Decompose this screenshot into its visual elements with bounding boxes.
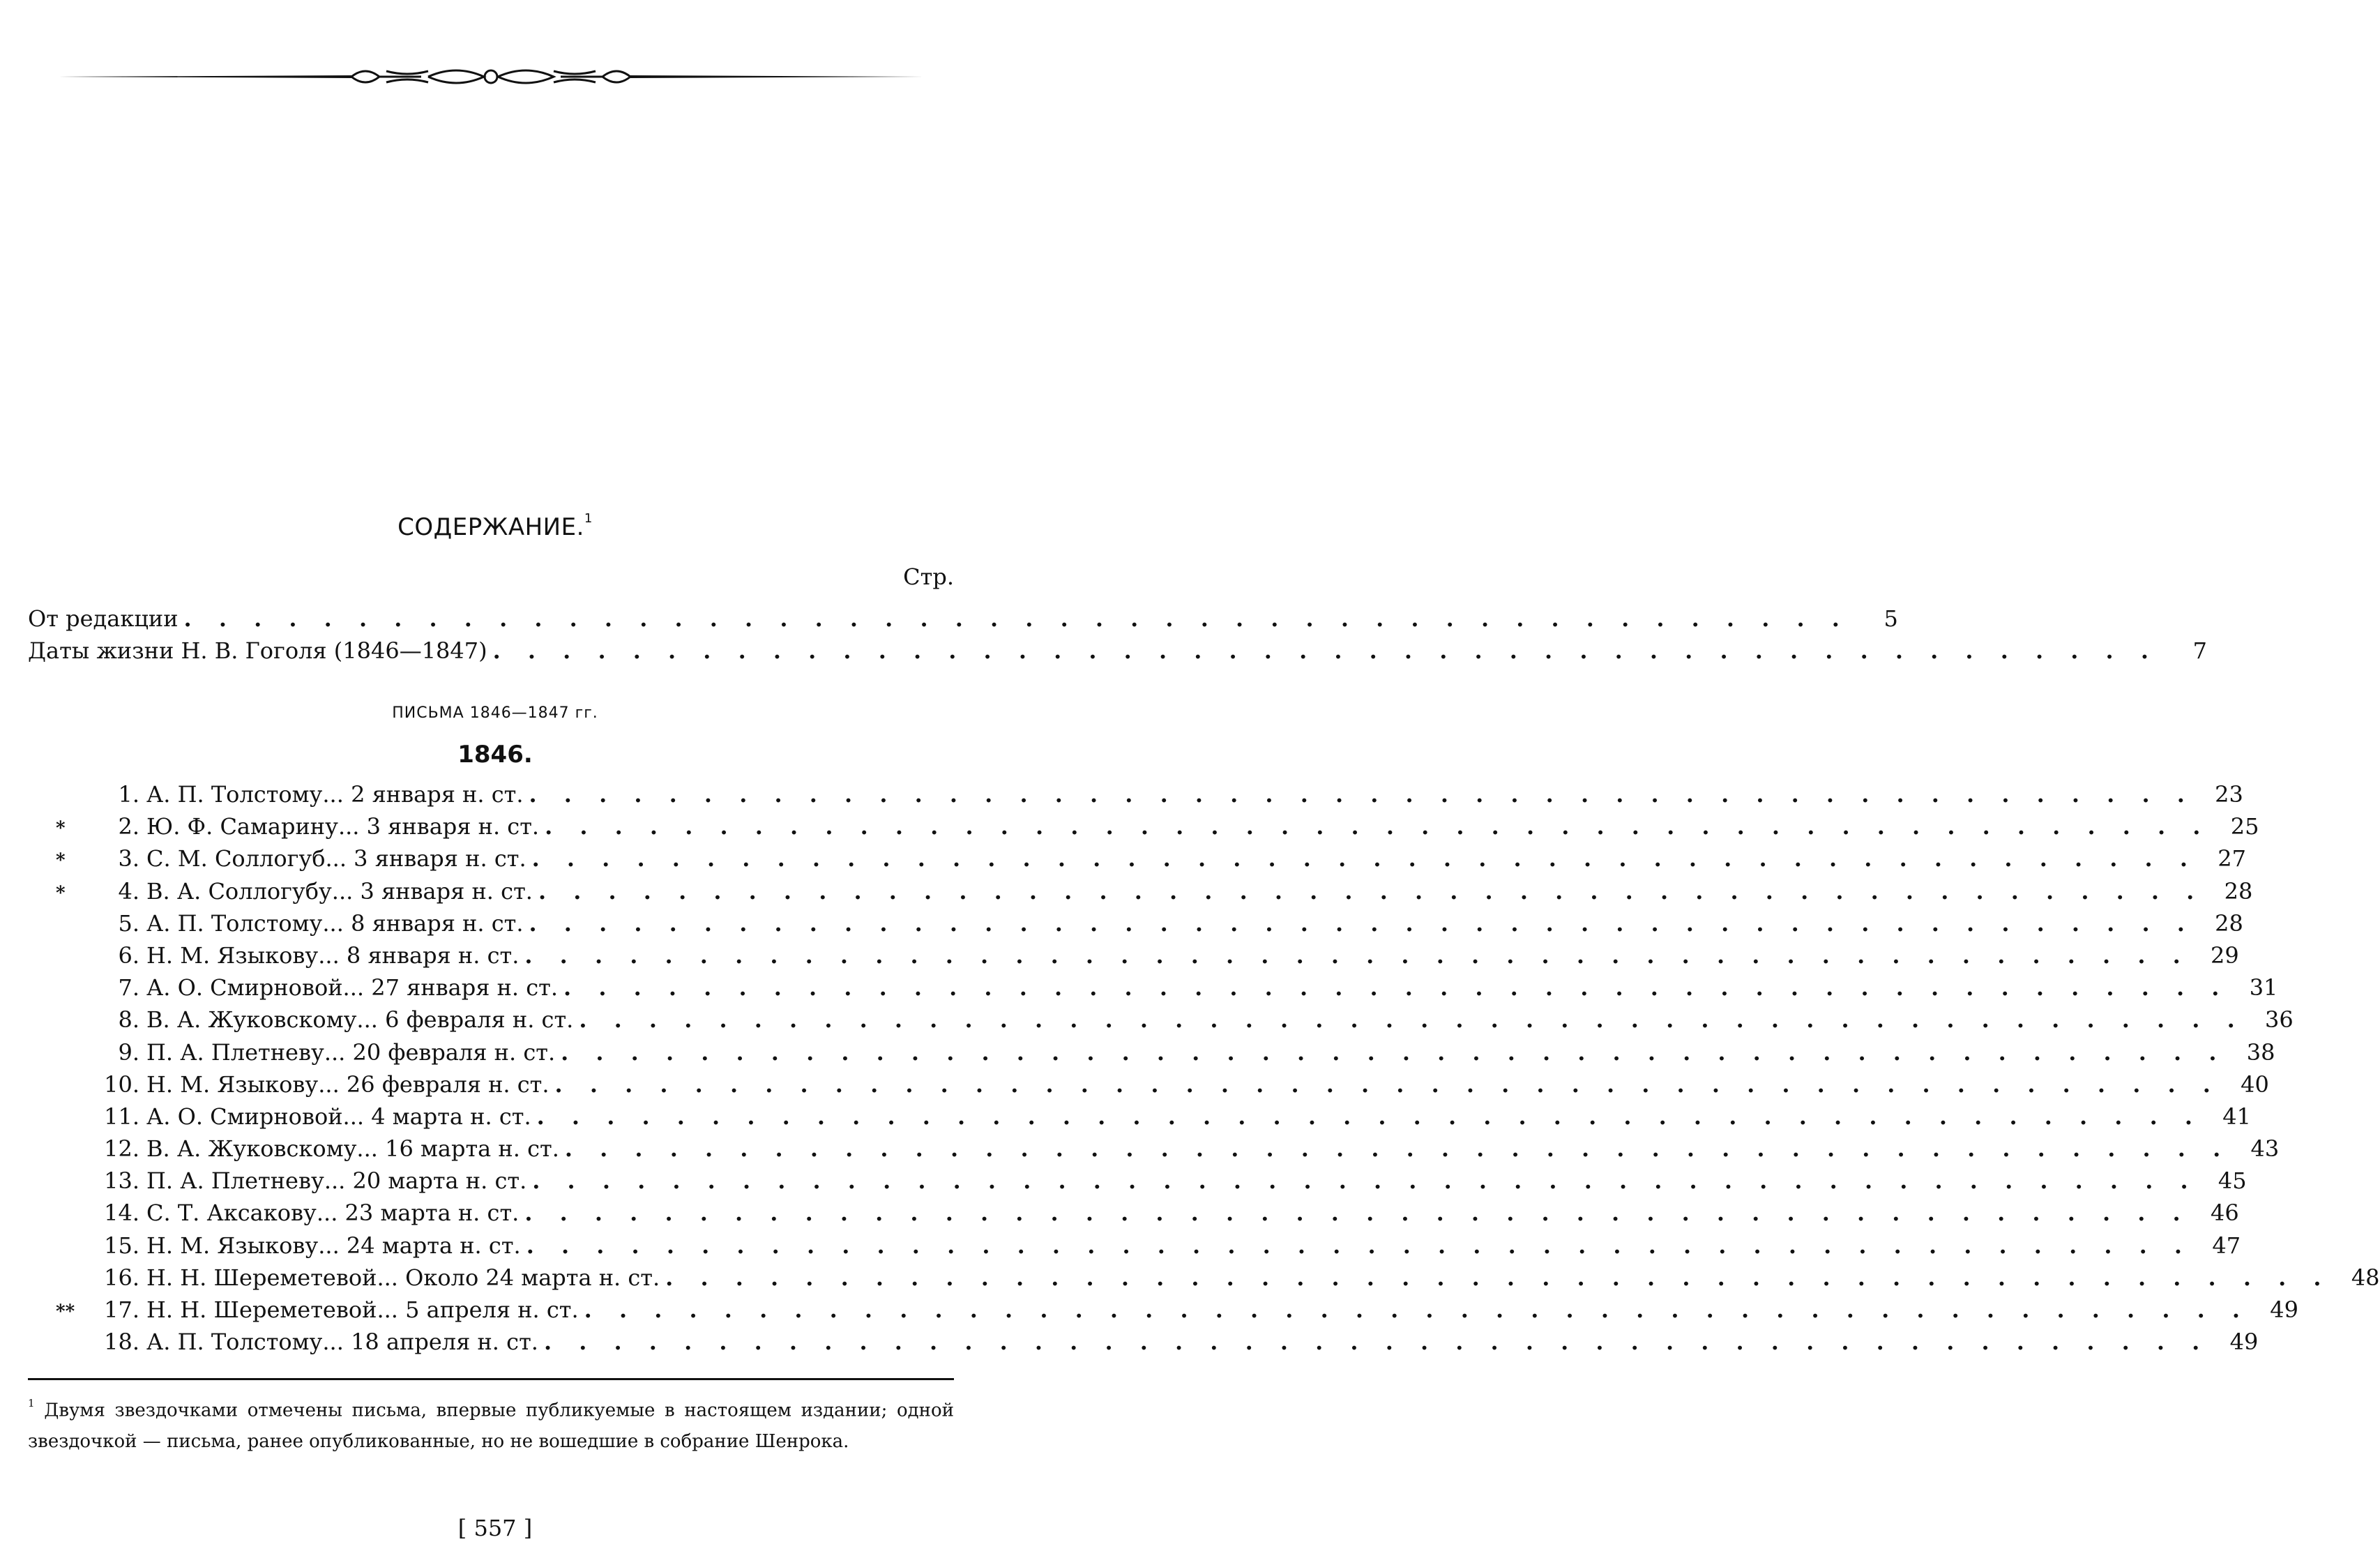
entry-text: С. М. Соллогуб... 3 января н. ст. (146, 845, 526, 872)
entry-page: 40 (2241, 1071, 2269, 1098)
entry-number: 10. (104, 1071, 139, 1098)
leader-dots: . . . . . . . . . . . . . . . . . . . . . . . . . . . . . . . . . . . . . . . . . . . . . . . . (545, 813, 2211, 840)
entry-page: 25 (2230, 813, 2259, 840)
entry-number: 7. (118, 974, 139, 1001)
leader-dots: . . . . . . . . . . . . . . . . . . . . . . . . . . . . . . . . . . . . . . . . . . . . . . . . (531, 845, 2197, 872)
entry-page: 48 (2351, 1264, 2380, 1291)
leader-dots: . . . . . . . . . . . . . . . . . . . . . . . . . . . . . . . . . . . . . . . . . . . . . . . . (543, 1329, 2210, 1356)
entry-text: В. А. Жуковскому... 16 марта н. ст. (146, 1135, 559, 1163)
leader-dots: . . . . . . . . . . . . . . . . . . . . . . . . . . . . . . . . . . . . . . . . . . . . . . . . (538, 877, 2204, 905)
entry-number: 4. (118, 877, 139, 905)
entry-text: Н. М. Языкову... 8 января н. ст. (146, 941, 520, 969)
toc-entry[interactable] (56, 813, 2259, 845)
entry-number: 11. (104, 1103, 139, 1130)
entry-text: П. А. Плетневу... 20 февраля н. ст. (146, 1038, 556, 1066)
front-matter-page: 7 (2192, 637, 2207, 664)
leader-dots: . . . . . . . . . . . . . . . . . . . . . . . . . . . . . . . . . . . . . . . . . . . . . . . . (561, 1038, 2227, 1066)
toc-entry[interactable] (56, 1071, 2269, 1103)
entry-stars: * (56, 850, 66, 872)
toc-entry[interactable] (56, 1329, 2259, 1361)
entry-page: 38 (2246, 1038, 2275, 1066)
toc-entry[interactable] (56, 1167, 2247, 1200)
leader-dots: . . . . . . . . . . . . . . . . . . . . . . . . . . . . . . . . . . . . . . . . . . . . . . . . (532, 1167, 2198, 1195)
entry-text: А. П. Толстому... 18 апреля н. ст. (146, 1329, 538, 1356)
entry-page: 23 (2215, 781, 2243, 808)
entry-stars: ** (56, 1301, 75, 1322)
footnote-mark: 1 (28, 1397, 35, 1409)
entry-text: А. П. Толстому... 8 января н. ст. (146, 909, 524, 937)
entry-text: В. А. Жуковскому... 6 февраля н. ст. (146, 1006, 574, 1034)
entry-text: В. А. Соллогубу... 3 января н. ст. (146, 877, 533, 905)
entry-number: 5. (118, 909, 139, 937)
entry-text: А. О. Смирновой... 4 марта н. ст. (146, 1103, 531, 1130)
toc-entry[interactable] (56, 1200, 2239, 1232)
entry-number: 1. (118, 781, 139, 808)
toc-entry[interactable] (56, 1038, 2275, 1071)
toc-entry[interactable] (56, 845, 2246, 877)
toc-entry[interactable] (56, 1264, 2380, 1296)
footnote-text: Двумя звездочками отмечены письма, впервые публикуемые в настоящем издании; одной звездочкой — письма, ранее опубликованные, но не вошедшие в собрание Шенрока. (28, 1400, 954, 1452)
leader-dots: . . . . . . . . . . . . . . . . . . . . . . . . . . . . . . . . . . . . . . . . . . . . . . . . (526, 1232, 2192, 1259)
front-matter-row[interactable] (28, 605, 1898, 636)
entry-number: 3. (118, 845, 139, 872)
leader-dots: . . . . . . . . . . . . . . . . . . . . . . . . . . . . . . . . . . . . . . . . . . . . . . . . (183, 605, 1849, 632)
toc-entry[interactable] (56, 1006, 2294, 1038)
footnote (28, 1391, 954, 1457)
entry-text: Н. М. Языкову... 24 марта н. ст. (146, 1232, 521, 1259)
entry-number: 2. (118, 813, 139, 840)
page-column-label: Стр. (903, 564, 954, 590)
entry-text: С. Т. Аксакову... 23 марта н. ст. (146, 1200, 520, 1227)
leader-dots: . . . . . . . . . . . . . . . . . . . . . . . . . . . . . . . . . . . . . . . . . . . . . . . . (665, 1264, 2331, 1291)
letters-list (56, 781, 2380, 1361)
entry-number: 13. (104, 1167, 139, 1195)
entry-page: 49 (2229, 1329, 2259, 1356)
front-matter-row[interactable] (28, 637, 2207, 668)
page-title (0, 510, 990, 541)
toc-entry[interactable] (56, 1135, 2280, 1167)
leader-dots: . . . . . . . . . . . . . . . . . . . . . . . . . . . . . . . . . . . . . . . . . . . . . . . . (579, 1006, 2245, 1034)
entry-number: 9. (118, 1038, 139, 1066)
entry-number: 14. (104, 1200, 139, 1227)
entry-page: 46 (2210, 1200, 2239, 1227)
entry-page: 43 (2250, 1135, 2280, 1163)
front-matter-page: 5 (1883, 605, 1898, 632)
entry-page: 28 (2224, 877, 2253, 905)
front-matter-label: От редакции (28, 605, 179, 632)
leader-dots: . . . . . . . . . . . . . . . . . . . . . . . . . . . . . . . . . . . . . . . . . . . . . . . . (529, 909, 2195, 937)
toc-entry[interactable] (56, 877, 2253, 910)
toc-entry[interactable] (56, 941, 2239, 974)
entry-text: А. О. Смирновой... 27 января н. ст. (146, 974, 559, 1001)
entry-text: Н. Н. Шереметевой... 5 апреля н. ст. (146, 1296, 579, 1323)
leader-dots: . . . . . . . . . . . . . . . . . . . . . . . . . . . . . . . . . . . . . . . . . . . . . . . . (536, 1103, 2202, 1130)
front-matter-label: Даты жизни Н. В. Гоголя (1846—1847) (28, 637, 487, 664)
leader-dots: . . . . . . . . . . . . . . . . . . . . . . . . . . . . . . . . . . . . . . . . . . . . . . . . (524, 941, 2190, 969)
toc-entry[interactable] (56, 1232, 2241, 1264)
entry-text: Н. М. Языкову... 26 февраля н. ст. (146, 1071, 549, 1098)
toc-entry[interactable] (56, 781, 2243, 813)
leader-dots: . . . . . . . . . . . . . . . . . . . . . . . . . . . . . . . . . . . . . . . . . . . . . . . . (563, 974, 2229, 1001)
entry-page: 49 (2270, 1296, 2299, 1323)
entry-page: 41 (2222, 1103, 2251, 1130)
entry-page: 29 (2211, 941, 2239, 969)
title-footnote-mark: 1 (584, 510, 593, 526)
leader-dots: . . . . . . . . . . . . . . . . . . . . . . . . . . . . . . . . . . . . . . . . . . . . . . . . (524, 1200, 2190, 1227)
entry-number: 8. (118, 1006, 139, 1034)
entry-stars: * (56, 818, 66, 840)
title-text: СОДЕРЖАНИЕ. (397, 513, 584, 541)
entry-number: 16. (104, 1264, 139, 1291)
leader-dots: . . . . . . . . . . . . . . . . . . . . . . . . . . . . . . . . . . . . . . . . . . . . . . . . (529, 781, 2195, 808)
entry-page: 27 (2218, 845, 2246, 872)
entry-number: 17. (104, 1296, 139, 1323)
entry-number: 6. (118, 941, 139, 969)
leader-dots: . . . . . . . . . . . . . . . . . . . . . . . . . . . . . . . . . . . . . . . . . . . . . . . . (584, 1296, 2250, 1323)
page-number: [ 557 ] (457, 1515, 533, 1541)
entry-text: П. А. Плетневу... 20 марта н. ст. (146, 1167, 527, 1195)
toc-entry[interactable] (56, 974, 2278, 1006)
entry-page: 28 (2215, 909, 2243, 937)
entry-text: Ю. Ф. Самарину... 3 января н. ст. (146, 813, 540, 840)
entry-page: 45 (2218, 1167, 2247, 1195)
entry-page: 47 (2212, 1232, 2241, 1259)
leader-dots: . . . . . . . . . . . . . . . . . . . . . . . . . . . . . . . . . . . . . . . . . . . . . . . . (492, 637, 2158, 664)
leader-dots: . . . . . . . . . . . . . . . . . . . . . . . . . . . . . . . . . . . . . . . . . . . . . . . . (564, 1135, 2231, 1163)
decorative-ornament (59, 61, 923, 92)
entry-stars: * (56, 882, 66, 904)
entry-page: 31 (2249, 974, 2278, 1001)
toc-entry[interactable] (56, 1103, 2251, 1135)
entry-text: Н. Н. Шереметевой... Около 24 марта н. ст. (146, 1264, 660, 1291)
toc-entry[interactable] (56, 909, 2243, 942)
section-title: ПИСЬМА 1846—1847 гг. (392, 704, 598, 722)
entry-number: 18. (104, 1329, 139, 1356)
entry-text: А. П. Толстому... 2 января н. ст. (146, 781, 524, 808)
leader-dots: . . . . . . . . . . . . . . . . . . . . . . . . . . . . . . . . . . . . . . . . . . . . . . . . (554, 1071, 2220, 1098)
year-heading: 1846. (457, 741, 533, 769)
entry-number: 15. (104, 1232, 139, 1259)
entry-page: 36 (2264, 1006, 2294, 1034)
toc-entry[interactable] (56, 1296, 2299, 1329)
entry-number: 12. (104, 1135, 139, 1163)
footnote-divider (28, 1378, 954, 1380)
